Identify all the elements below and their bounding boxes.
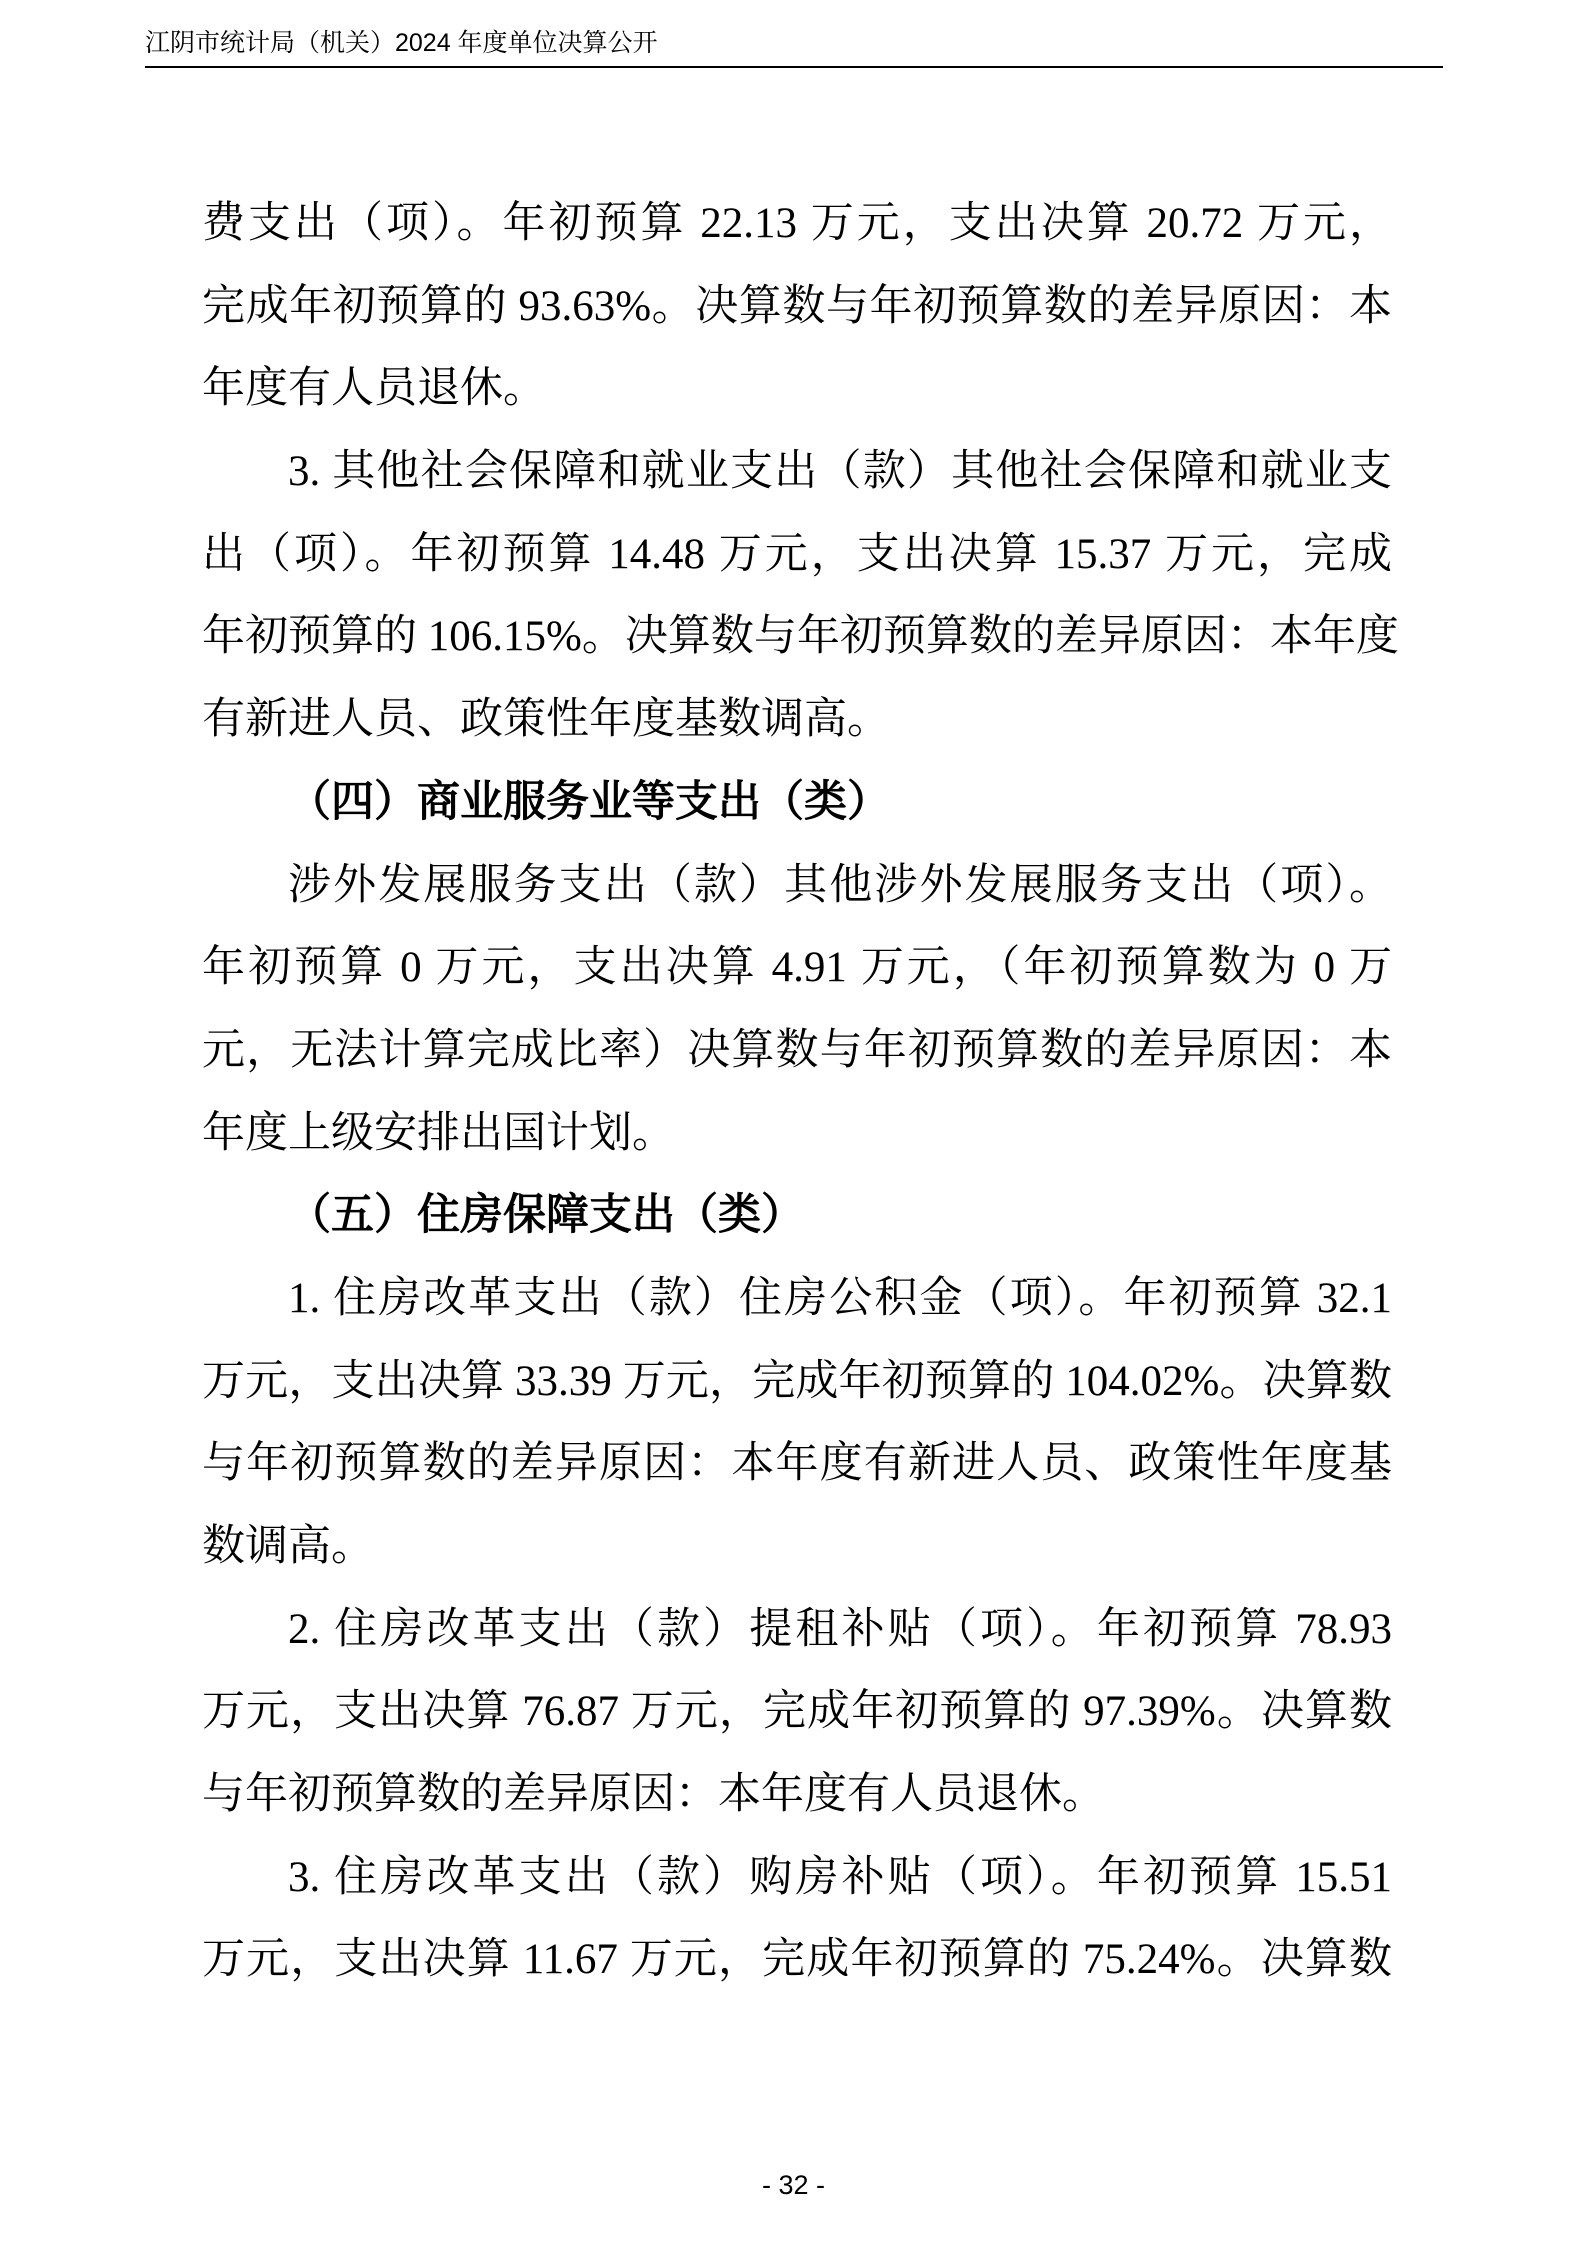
text-line: 万元，支出决算 33.39 万元，完成年初预算的 104.02%。决算数 — [202, 1357, 1392, 1405]
text-line: 有新进人员、政策性年度基数调高。 — [202, 696, 890, 744]
text-line: 年初预算 0 万元，支出决算 4.91 万元，（年初预算数为 0 万 — [202, 944, 1392, 992]
heading-line: （四）商业服务业等支出（类） — [288, 778, 890, 826]
text-line: 与年初预算数的差异原因：本年度有新进人员、政策性年度基 — [202, 1440, 1392, 1488]
paragraph — [202, 183, 1392, 431]
paragraph — [202, 1258, 1392, 1589]
text-line: 2. 住房改革支出（款）提租补贴（项）。年初预算 78.93 — [288, 1605, 1392, 1653]
text-line: 3. 住房改革支出（款）购房补贴（项）。年初预算 15.51 — [288, 1853, 1392, 1901]
text-line: 数调高。 — [202, 1523, 374, 1570]
paragraph — [202, 1837, 1392, 2002]
page-number: - 32 - — [761, 2170, 826, 2200]
text-line: 费支出（项）。年初预算 22.13 万元，支出决算 20.72 万元， — [202, 200, 1392, 247]
text-line: 1. 住房改革支出（款）住房公积金（项）。年初预算 32.1 — [288, 1274, 1392, 1322]
section-heading — [202, 1175, 1392, 1258]
text-line: 完成年初预算的 93.63%。决算数与年初预算数的差异原因：本 — [202, 282, 1392, 330]
page-header-title: 江阴市统计局（机关）2024 年度单位决算公开 — [145, 29, 658, 57]
document-body — [202, 183, 1399, 2002]
text-line: 出（项）。年初预算 14.48 万元，支出决算 15.37 万元，完成 — [202, 530, 1392, 578]
paragraph — [202, 845, 1392, 1176]
text-line: 年度有人员退休。 — [202, 365, 546, 413]
paragraph — [202, 1589, 1392, 1837]
header-rule — [145, 66, 1443, 68]
text-line: 万元，支出决算 11.67 万元，完成年初预算的 75.24%。决算数 — [202, 1936, 1392, 1984]
paragraph — [202, 431, 1399, 762]
section-heading — [202, 762, 1392, 845]
text-line: 年初预算的 106.15%。决算数与年初预算数的差异原因：本年度 — [202, 613, 1399, 661]
text-line: 涉外发展服务支出（款）其他涉外发展服务支出（项）。 — [288, 861, 1392, 909]
text-line: 与年初预算数的差异原因：本年度有人员退休。 — [202, 1771, 1105, 1819]
text-line: 年度上级安排出国计划。 — [202, 1109, 675, 1157]
text-line: 3. 其他社会保障和就业支出（款）其他社会保障和就业支 — [288, 448, 1392, 496]
heading-line: （五）住房保障支出（类） — [288, 1192, 804, 1240]
text-line: 元，无法计算完成比率）决算数与年初预算数的差异原因：本 — [202, 1026, 1392, 1074]
text-line: 万元，支出决算 76.87 万元，完成年初预算的 97.39%。决算数 — [202, 1688, 1392, 1736]
